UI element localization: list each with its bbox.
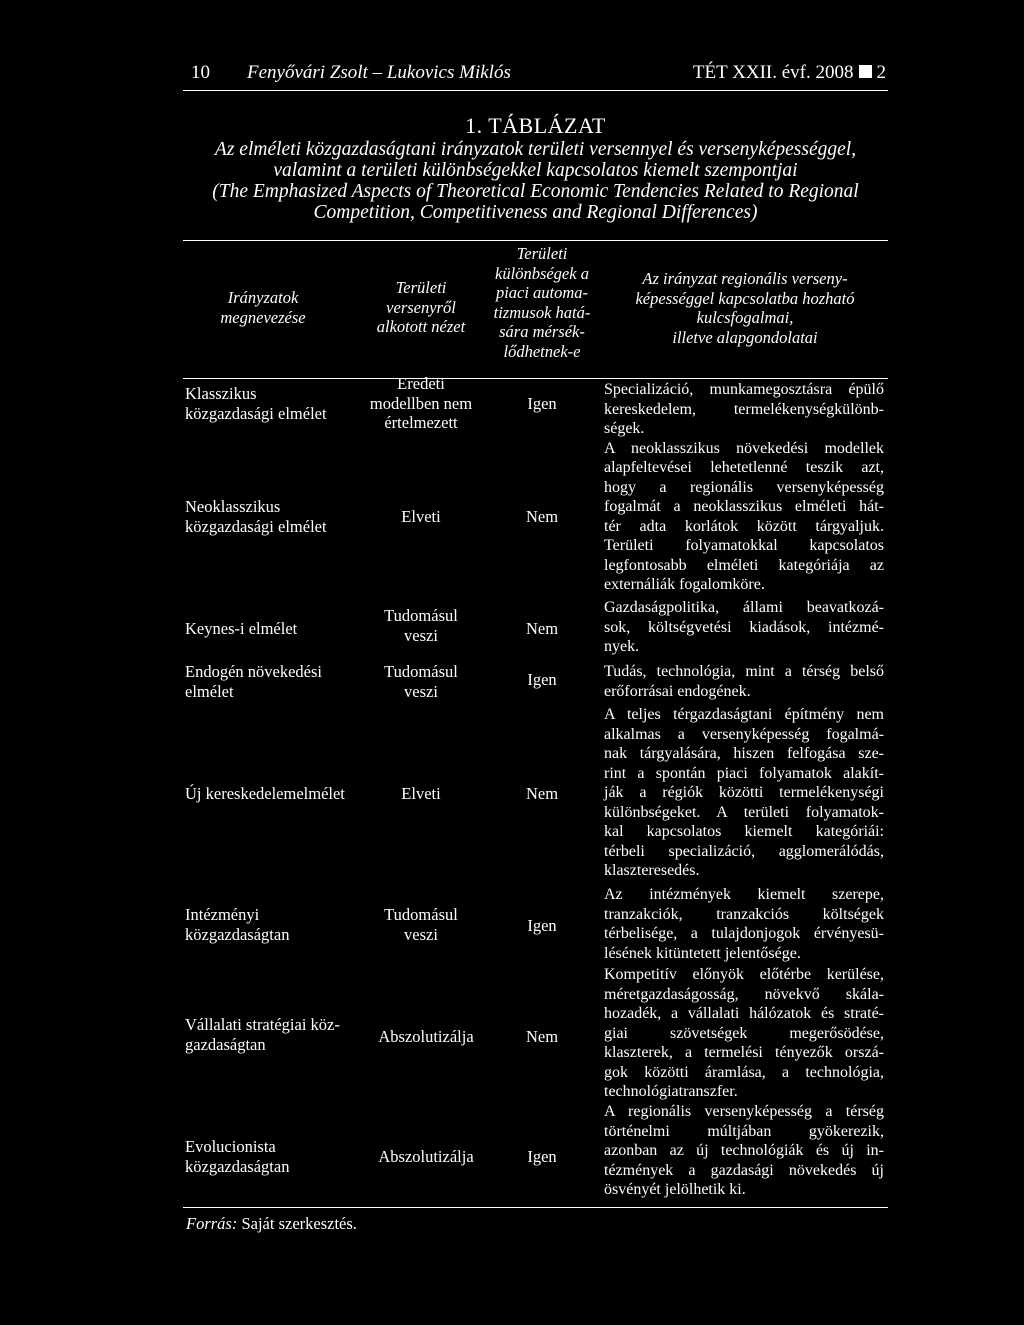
table-bottom-rule (183, 1207, 888, 1208)
row-name: Vállalati stratégiai köz- gazdaságtan (185, 1015, 340, 1054)
row-concept-line: erőforrásai endogének. (604, 682, 751, 700)
row-concept-line: tranzakciók, tranzakciós költségek (604, 905, 884, 923)
header-authors: Fenyővári Zsolt – Lukovics Miklós (247, 62, 511, 83)
row-concept-line: rint a spontán piaci folyamatok alakít- (604, 764, 884, 782)
row-name: Neoklasszikus közgazdasági elmélet (185, 497, 327, 536)
row-concept-line: ják a régiók közötti termelékenységi (604, 784, 884, 801)
row-name: Endogén növekedési elmélet (185, 662, 323, 701)
row-view: Abszolutizálja (378, 1027, 474, 1046)
row-name: Keynes-i elmélet (185, 619, 298, 638)
row-decrease: Nem (525, 1027, 559, 1046)
column-header-concepts: Az irányzat regionális verseny- képességgel kapcsolatba hozható kulcsfogalmai, illetve alapgondolatai (635, 269, 855, 347)
row-concept-line: térbeli specializáció, agglomerálódás, (604, 842, 884, 860)
page-number: 10 (191, 62, 210, 83)
row-concept-line: nyek. (604, 638, 640, 655)
row-concept-line: Területi folyamatokkal kapcsolatos (604, 537, 884, 554)
row-concept-line: ösvényét jelölhetik ki. (604, 1181, 746, 1198)
row-concept-line: ségek. (604, 420, 645, 437)
row-concept-line: nak tárgyalására, hiszen felfogása sze- (604, 745, 884, 762)
row-concept-line: klaszteresedés. (604, 862, 700, 879)
caption-line: Az elméleti közgazdaságtani irányzatok területi versennyel és versenyképességgel, (214, 139, 857, 160)
source-text: Saját szerkesztés. (241, 1214, 357, 1233)
column-header-decrease: Területi különbségek a piaci automa- tizmusok hatá- sára mérsék- lődhetnek-e (493, 244, 591, 361)
row-decrease: Igen (527, 1147, 557, 1166)
row-concept-line: Specializáció, munkamegosztásra épülő (604, 381, 884, 398)
row-concept-line: alapfeltevései lehetetlenné teszik azt, (604, 459, 884, 476)
row-concept-line: technológiatranszfer. (604, 1083, 738, 1100)
row-concept-line: Kompetitív előnyök előtérbe kerülése, (604, 966, 884, 983)
row-view: Eredeti modellben nem értelmezett (369, 374, 473, 432)
row-concept-line: Gazdaságpolitika, állami beavatkozá- (604, 599, 884, 616)
journal-issue: 2 (876, 62, 886, 83)
row-concept-line: Tudás, technológia, mint a térség belső (604, 663, 884, 680)
row-name: Klasszikus közgazdasági elmélet (185, 384, 327, 423)
column-header-view: Területi versenyről alkotott nézet (376, 278, 466, 336)
caption-line: Competition, Competitiveness and Regional Differences) (313, 202, 758, 223)
table-label: 1. TÁBLÁZAT (465, 113, 606, 138)
row-view: Elveti (401, 507, 441, 526)
row-concept-line: hogy a regionális versenyképesség (604, 478, 884, 496)
row-concept-line: alkalmas a versenyképesség fogalmá- (604, 725, 884, 743)
row-concept-line: különbségeket. A területi folyamatok- (604, 803, 884, 821)
row-decrease: Nem (525, 619, 559, 638)
source-label: Forrás: (186, 1214, 238, 1233)
row-decrease: Igen (527, 670, 557, 689)
row-concept-line: externáliák fogalomköre. (604, 576, 765, 593)
row-decrease: Igen (527, 916, 557, 935)
row-concept-line: Az intézmények kiemelt szerepe, (604, 886, 884, 903)
row-concept-line: kal kapcsolatos kiemelt kategóriái: (604, 823, 884, 840)
header-journal (693, 62, 886, 84)
row-concept-line: tézmények a gazdasági növekedés új (604, 1161, 884, 1179)
row-view: Elveti (401, 784, 441, 803)
caption-line: valamint a területi különbségekkel kapcsolatos kiemelt szempontjai (273, 160, 798, 181)
square-bullet-icon (859, 65, 872, 78)
row-concept-line: kereskedelem, termelékenységkülönb- (604, 400, 884, 418)
row-concept-line: A teljes térgazdaságtani építmény nem (604, 706, 884, 723)
row-view: Tudomásul veszi (384, 662, 458, 701)
row-view: Abszolutizálja (378, 1147, 474, 1166)
column-header-name: Irányzatok megnevezése (220, 288, 306, 327)
row-concept-line: A neoklasszikus növekedési modellek (604, 439, 884, 457)
row-concept-line: A regionális versenyképesség a térség (604, 1103, 884, 1120)
header-bottom-rule (183, 378, 888, 379)
row-decrease: Nem (525, 784, 559, 803)
row-concept-line: történelmi múltjában gyökerezik, (604, 1122, 884, 1140)
row-concept-line: sok, költségvetési kiadások, intézmé- (604, 618, 884, 636)
row-name: Evolucionista közgazdaságtan (185, 1137, 290, 1176)
row-view: Tudomásul veszi (384, 905, 458, 944)
row-name: Új kereskedelemelmélet (185, 784, 345, 803)
row-concept-line: azonban az új technológiák és új in- (604, 1142, 884, 1159)
row-concept-line: gok közötti áramlása, a technológia, (604, 1063, 884, 1081)
row-decrease: Igen (527, 394, 557, 413)
table-source (186, 1214, 357, 1234)
row-concept-line: klaszterek, a termelési tényezők orszá- (604, 1044, 884, 1061)
row-view: Tudomásul veszi (384, 606, 458, 645)
table-caption (183, 113, 888, 223)
row-concept-line: hozadék, a vállalati hálózatok és straté- (604, 1005, 884, 1022)
row-concept-line: fogalmát a neoklasszikus elméleti hát- (604, 498, 884, 515)
table-top-rule (183, 240, 888, 241)
running-header (183, 62, 888, 91)
row-concept-line: méretgazdaságosság, növekvő skála- (604, 985, 884, 1003)
row-concept-line: legfontosabb elméleti kategóriája az (604, 556, 884, 574)
row-decrease: Nem (525, 507, 559, 526)
journal-volume: TÉT XXII. évf. 2008 (692, 62, 854, 83)
row-concept-line: giai szövetségek megerősödése, (604, 1024, 884, 1042)
caption-line: (The Emphasized Aspects of Theoretical Economic Tendencies Related to Regional (212, 181, 859, 202)
row-name: Intézményi közgazdaságtan (185, 905, 290, 944)
row-concept-line: térbelisége, a tulajdonjogok érvényesü- (604, 925, 884, 942)
row-concept-line: tér adta korlátok között tárgyaljuk. (604, 517, 884, 535)
row-concept-line: lésének kitüntetett jelentősége. (604, 944, 801, 962)
